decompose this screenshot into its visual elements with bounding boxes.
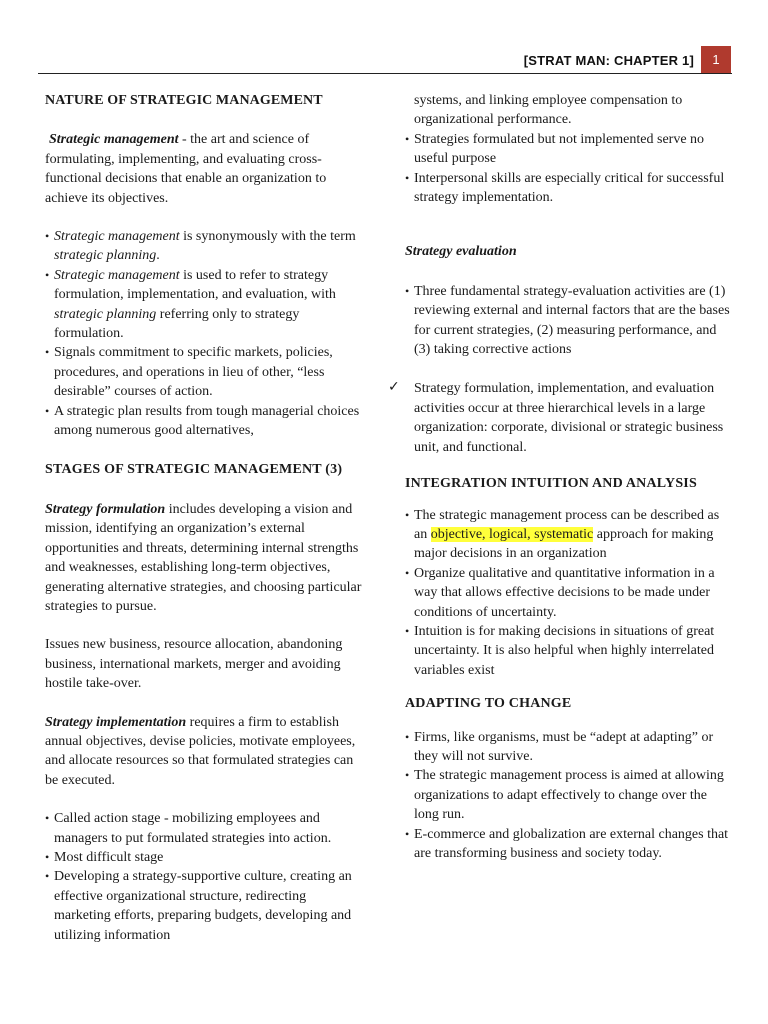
issues-paragraph: Issues new business, resource allocation, abandoning business, international markets, merger and avoiding hostile take-over. [45, 637, 343, 692]
header-divider [38, 73, 732, 74]
integration-bullet-list [405, 506, 731, 681]
chapter-title: [STRAT MAN: CHAPTER 1] [523, 53, 694, 68]
continuation-text: systems, and linking employee compensation to organizational performance. [414, 93, 683, 128]
right-column [388, 91, 731, 863]
list-item: • The strategic management process is aimed at allowing organizations to adapt effectively to change over the long run. [405, 766, 731, 824]
list-item: • E-commerce and globalization are external changes that are transforming business and society today. [405, 825, 731, 864]
bullet-text: . [156, 248, 160, 264]
list-item [405, 506, 731, 564]
list-item [45, 227, 363, 266]
definition-term: Strategic management [49, 132, 179, 148]
adapting-bullet-list [405, 728, 731, 864]
bullet-text: approach for making major decisions in an organization [414, 526, 714, 562]
list-item: • Most difficult stage [45, 848, 363, 867]
list-item [45, 266, 363, 344]
implementation-bullet-list [45, 809, 363, 945]
stages-heading: STAGES OF STRATEGIC MANAGEMENT (3) [45, 461, 343, 477]
bullet-text: is synonymously with the term [179, 229, 356, 245]
page-number-badge: 1 [701, 46, 731, 74]
bullet-text: The strategic management process can be described as an [414, 507, 720, 542]
list-item: • Developing a strategy-supportive culture, creating an effective organizational structure, redirecting marketing efforts, preparing budgets, developing and utilizing information [45, 867, 363, 945]
term-text: Strategic management [54, 229, 180, 245]
implementation-text: requires a firm to establish annual objectives, devise policies, motivate employees, and allocate resources so that formulated strategies can be executed. [45, 714, 356, 788]
checked-note [388, 379, 731, 457]
definition-paragraph [45, 130, 363, 208]
nature-bullet-list [45, 227, 363, 440]
list-item: • Intuition is for making decisions in situations of great uncertainty. It is also helpful when highly interrelated variables exist [405, 622, 731, 680]
list-item: • Firms, like organisms, must be “adept at adapting” or they will not survive. [405, 728, 731, 767]
adapting-heading: ADAPTING TO CHANGE [405, 696, 572, 712]
list-item: • A strategic plan results from tough managerial choices among numerous good alternatives, [45, 402, 363, 441]
evaluation-bullet-list [405, 282, 731, 360]
formulation-term: Strategy formulation [45, 501, 166, 517]
term-text: strategic planning [54, 306, 157, 322]
page-header [0, 0, 768, 82]
nature-heading: NATURE OF STRATEGIC MANAGEMENT [45, 93, 323, 108]
list-item: • Organize qualitative and quantitative information in a way that allows effective decisions to be made under conditions of uncertainty. [405, 564, 731, 622]
list-item: • Called action stage - mobilizing employees and managers to put formulated strategies into action. [45, 809, 363, 848]
left-column [45, 91, 363, 945]
bullet-text: is used to refer to strategy formulation, implementation, and evaluation, with [54, 267, 336, 303]
term-text: Strategic management [54, 267, 180, 283]
checkmark-icon: ✓ [388, 379, 400, 396]
highlighted-text: objective, logical, systematic [430, 526, 594, 542]
evaluation-heading: Strategy evaluation [405, 244, 517, 260]
integration-heading: INTEGRATION INTUITION AND ANALYSIS [405, 476, 697, 492]
formulation-paragraph [45, 500, 363, 616]
implementation-paragraph [45, 713, 363, 791]
formulation-text: includes developing a vision and mission, identifying an organization’s external opportunities and threats, determining internal strengths and weaknesses, establishing long-term objectives, generating alternative strategies, and choosing particular strategies to pursue. [45, 501, 362, 614]
checked-note-text: Strategy formulation, implementation, and evaluation activities occur at three hierarchical levels in a large organization: corporate, divisional or strategic business unit, and functional. [414, 381, 724, 455]
list-item: • Strategies formulated but not implemented serve no useful purpose [405, 130, 731, 169]
bullet-text: referring only to strategy formulation. [54, 306, 300, 342]
list-item: • Signals commitment to specific markets, policies, procedures, and operations in lieu of other, “less desirable” courses of action. [45, 343, 363, 401]
list-item: • Interpersonal skills are especially critical for successful strategy implementation. [405, 169, 731, 208]
list-item: • Three fundamental strategy-evaluation activities are (1) reviewing external and internal factors that are the bases for current strategies, (2) measuring performance, and (3) taking corrective actions [405, 282, 731, 360]
definition-text: - the art and science of formulating, implementing, and evaluating cross-functional decisions that enable an organization to achieve its objectives. [45, 132, 327, 206]
term-text: strategic planning [54, 248, 157, 264]
implementation-term: Strategy implementation [45, 714, 187, 730]
implementation-bullet-list-continued [405, 130, 731, 208]
